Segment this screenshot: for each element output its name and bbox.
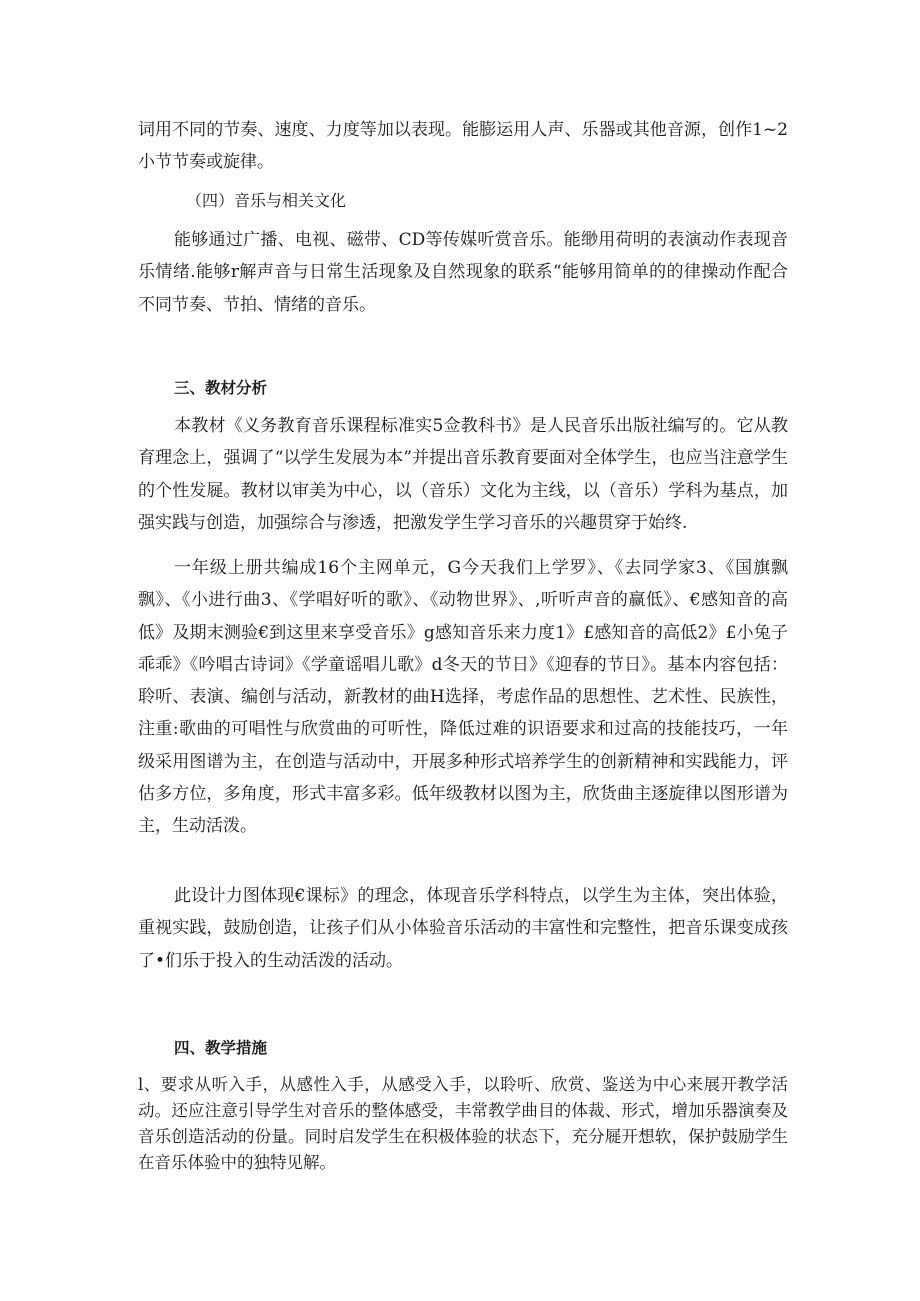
section-heading-teaching-measures: 四、教学措施 [174, 1039, 268, 1057]
paragraph-material-units: 一年级上册共编成16个主网单元，G今天我们上学罗》、《去同学家3、《国旗飘飘》、《小进行曲3、《学唱好听的歌》、《动物世界》、,听听声音的赢低》、€感知音的高低》及期末测验€到这里来享受音乐》g感知音乐来力度1》£感知音的高低2》£小兔子乖乖》《吟唱古诗词》《学童谣唱儿歌》d冬天的节日》《迎春的节日》。基本内容包括：聆听、表演、编创与活动，新教材的曲H选择，考虑作品的思想性、艺术性、民族性，注重:歌曲的可唱性与欣赏曲的可听性，降低过难的识语要求和过高的技能技巧，一年级采用图谱为主，在创造与活动中，开展多种形式培养学生的创新精神和实践能力，评估多方位，多角度，形式丰富多彩。低年级教材以图为主，欣货曲主逐旋律以图形谱为主，生动活泼。 [138, 558, 788, 837]
paragraph-music-culture: 能够通过广播、电视、磁带、CD等传媒听赏音乐。能缈用荷明的表演动作表现音乐情绪.能够r解声音与日常生活现象及自然现象的联系“能够用简单的的律操动作配合不同节奏、节拍、情绪的音乐。 [138, 230, 788, 315]
section-heading-material-analysis: 三、教材分析 [174, 379, 268, 397]
paragraph-measures-1: l、要求从听入手，从感性入手，从感受入手，以聆听、欣赏、鉴送为中心来展开教学活动。还应注意引导学生对音乐的整体感受，丰常教学曲目的体裁、形式，增加乐器演奏及音乐创造活动的份量。同时启发学生在积极体验的状态下，充分屣开想软，保护鼓励学生在音乐体验中的独特见解。 [138, 1075, 788, 1172]
paragraph-continuation: 词用不同的节奏、速度、力度等加以表现。能膨运用人声、乐器或其他音源，创作1~2小节节奏或旋律。 [138, 120, 788, 173]
paragraph-material-design: 此设计力图体现€课标》的理念，体现音乐学科特点，以学生为主体，突出体验，重视实践，鼓励创造，让孩子们从小体验音乐活动的丰富性和完整性，把音乐课变成孩了•们乐于投入的生动活泼的活动。 [138, 886, 788, 971]
section-heading-music-culture: （四）音乐与相关文化 [186, 191, 347, 210]
paragraph-material-intro: 本教材《义务教育音乐课程标准实5佥教科书》是人民音乐出版社编写的。它从教育理念上，强调了“以学生发展为本”并提出音乐教育要面对全体学生，也应当注意学生的个性发屣。教材以审美为中心，以（音乐）文化为主线，以（音乐）学科为基点，加强实践与创造，加强综合与渗透，把激发学生学习音乐的兴趣贯穿于始终. [138, 416, 788, 533]
